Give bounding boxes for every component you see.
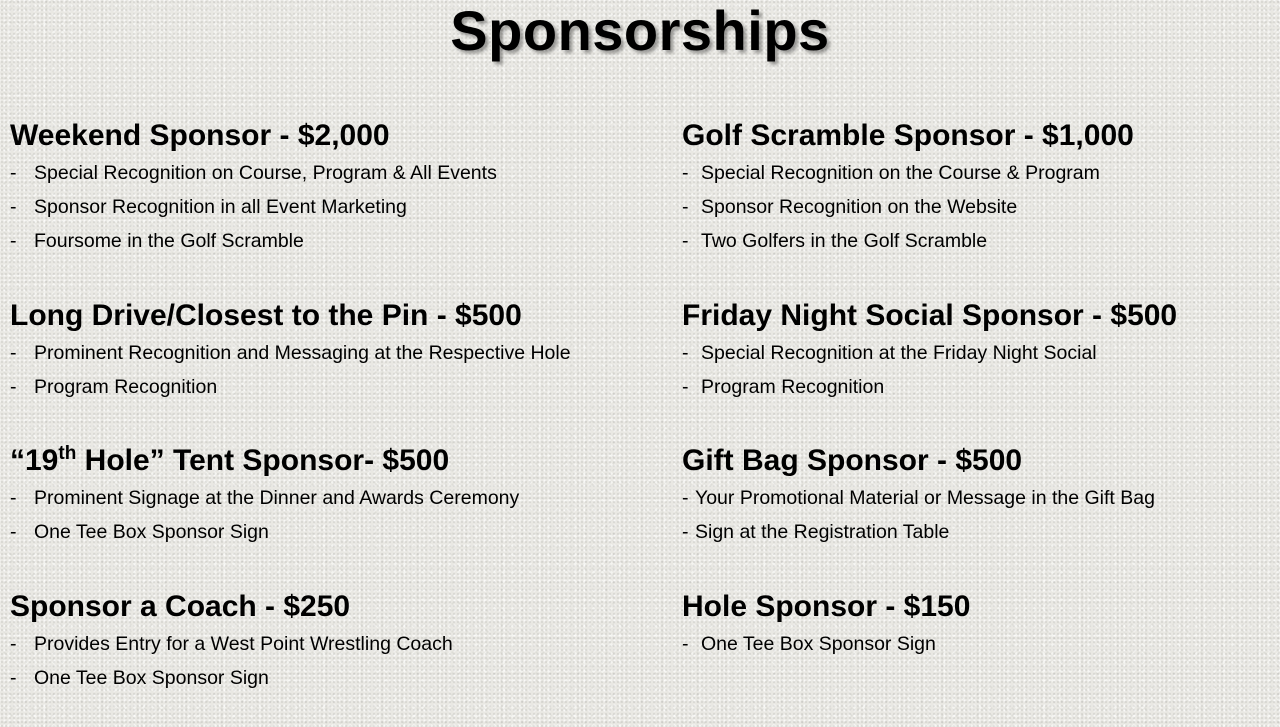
right-column xyxy=(682,116,1272,727)
list-item: - Special Recognition at the Friday Night Social xyxy=(682,336,1272,370)
section-heading: Golf Scramble Sponsor - $1,000 xyxy=(682,119,1134,152)
list-item: - Program Recognition xyxy=(682,370,1272,404)
sponsor-section-coach xyxy=(10,587,660,727)
sponsor-section-friday-night-social xyxy=(682,296,1272,441)
sponsor-section-long-drive xyxy=(10,296,660,441)
bullet-dash: - xyxy=(682,342,689,364)
bullet-dash: - xyxy=(10,230,17,252)
list-item: - Provides Entry for a West Point Wrestling Coach xyxy=(10,627,660,661)
list-item: - Special Recognition on the Course & Program xyxy=(682,156,1272,190)
section-heading: Gift Bag Sponsor - $500 xyxy=(682,444,1023,477)
page-title: Sponsorships xyxy=(450,0,830,62)
list-item: - Foursome in the Golf Scramble xyxy=(10,224,660,258)
section-heading: Weekend Sponsor - $2,000 xyxy=(10,119,390,152)
list-item: - Special Recognition on Course, Program & All Events xyxy=(10,156,660,190)
section-heading: Sponsor a Coach - $250 xyxy=(10,590,351,623)
bullet-dash: - xyxy=(682,487,689,509)
list-item: - Program Recognition xyxy=(10,370,660,404)
list-item: - One Tee Box Sponsor Sign xyxy=(10,515,660,549)
section-heading: “19th Hole” Tent Sponsor- $500 xyxy=(10,443,450,477)
list-item: - One Tee Box Sponsor Sign xyxy=(10,661,660,695)
bullet-dash: - xyxy=(10,162,17,184)
bullet-dash: - xyxy=(682,376,689,398)
list-item: - Sign at the Registration Table xyxy=(682,515,1272,549)
bullet-dash: - xyxy=(10,376,17,398)
sponsor-section-hole xyxy=(682,587,1272,727)
sponsor-section-golf-scramble xyxy=(682,116,1272,296)
section-heading: Hole Sponsor - $150 xyxy=(682,590,971,623)
bullet-dash: - xyxy=(10,521,17,543)
sponsor-section-19th-hole xyxy=(10,441,660,587)
section-heading: Long Drive/Closest to the Pin - $500 xyxy=(10,299,522,332)
bullet-dash: - xyxy=(682,196,689,218)
bullet-dash: - xyxy=(10,342,17,364)
bullet-dash: - xyxy=(10,196,17,218)
bullet-dash: - xyxy=(682,162,689,184)
list-item: - Prominent Recognition and Messaging at the Respective Hole xyxy=(10,336,660,370)
bullet-dash: - xyxy=(10,487,17,509)
list-item: - Sponsor Recognition on the Website xyxy=(682,190,1272,224)
list-item: - Your Promotional Material or Message in the Gift Bag xyxy=(682,481,1272,515)
list-item: - One Tee Box Sponsor Sign xyxy=(682,627,1272,661)
list-item: - Prominent Signage at the Dinner and Awards Ceremony xyxy=(10,481,660,515)
bullet-dash: - xyxy=(682,521,689,543)
list-item: - Sponsor Recognition in all Event Marketing xyxy=(10,190,660,224)
bullet-dash: - xyxy=(682,633,689,655)
section-heading: Friday Night Social Sponsor - $500 xyxy=(682,299,1178,332)
bullet-dash: - xyxy=(682,230,689,252)
list-item: - Two Golfers in the Golf Scramble xyxy=(682,224,1272,258)
bullet-dash: - xyxy=(10,667,17,689)
sponsor-section-gift-bag xyxy=(682,441,1272,587)
bullet-dash: - xyxy=(10,633,17,655)
sponsor-section-weekend xyxy=(10,116,660,296)
left-column xyxy=(10,116,660,727)
